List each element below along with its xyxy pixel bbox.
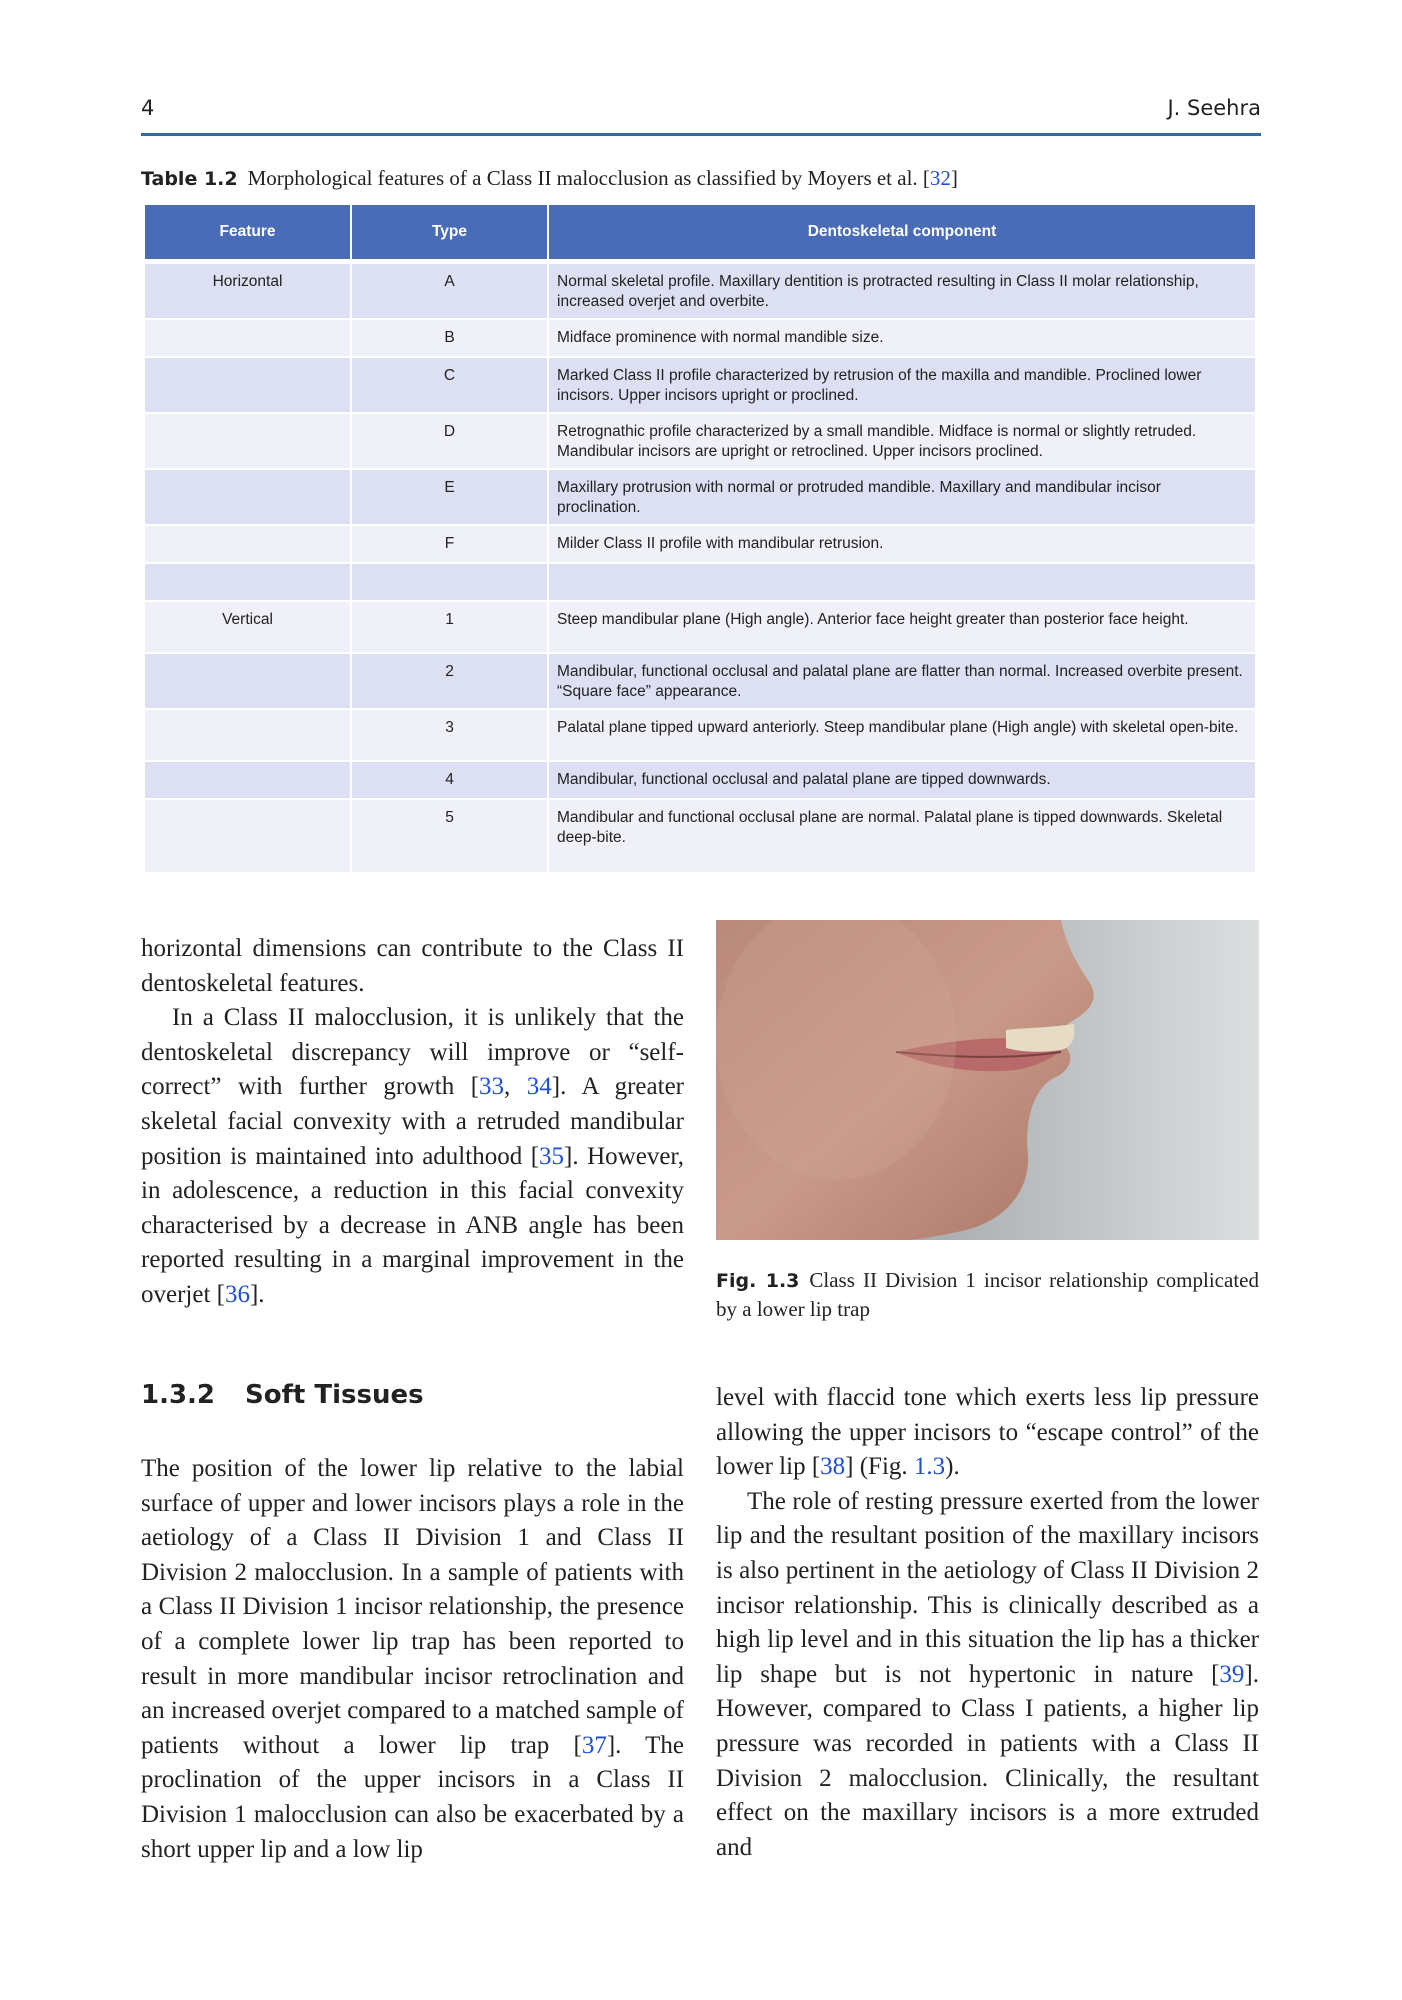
type-cell: C [352, 358, 549, 414]
paragraph: In a Class II malocclusion, it is unlikely that the dentoskeletal discrepancy will improve or “self-correct” with further growth [33, 34]. A greater skeletal facial convexity with a retruded mandibular position is maintained into adulthood [35]. However, in adolescence, a reduction in this facial convexity characterised by a decrease in ANB angle has been reported resulting in a marginal improvement in the overjet [36]. [141, 1004, 684, 1308]
table-header-cell: Type [352, 205, 549, 264]
citation-link[interactable]: 39 [1219, 1660, 1245, 1688]
table-row [145, 358, 1255, 414]
paragraph: The position of the lower lip relative to the labial surface of upper and lower incisors plays a role in the aetiology of a Class II Division 1 and Class II Division 2 malocclusion. In a sample of patients with a Class II Division 1 incisor relationship, the presence of a complete lower lip trap has been reported to result in more mandibular incisor retroclination and an increased overjet compared to a matched sample of patients without a lower lip trap [37]. The proclination of the upper incisors in a Class II Division 1 malocclusion can also be exacerbated by a short upper lip and a low lip [141, 1455, 684, 1863]
feature-cell [145, 526, 352, 564]
component-cell: Mandibular, functional occlusal and palatal plane are flatter than normal. Increased overbite present. “Square face” appearance. [549, 654, 1255, 710]
table-label: Table 1.2 [141, 168, 238, 190]
component-cell: Midface prominence with normal mandible size. [549, 320, 1255, 358]
citation-link[interactable]: 36 [224, 1280, 250, 1308]
figure-photo [716, 920, 1259, 1240]
feature-cell: Vertical [145, 602, 352, 654]
feature-cell [145, 470, 352, 526]
section-heading [141, 1380, 424, 1410]
type-cell: 4 [352, 762, 549, 800]
table-row [145, 470, 1255, 526]
feature-cell [145, 800, 352, 874]
table-row [145, 654, 1255, 710]
paragraph: The role of resting pressure exerted from the lower lip and the resultant position of the maxillary incisors is also pertinent in the aetiology of Class II Division 2 incisor relationship. This is clinically described as a high lip level and in this situation the lip has a thicker lip shape but is not hypertonic in nature [39]. However, compared to Class I patients, a higher lip pressure was recorded in patients with a Class II Division 2 malocclusion. Clinically, the resultant effect on the maxillary incisors is a more extruded and [716, 1487, 1259, 1861]
type-cell [352, 564, 549, 602]
citation-link[interactable]: 32 [929, 166, 951, 190]
table-row [145, 526, 1255, 564]
running-head [141, 96, 1261, 126]
paragraph: horizontal dimensions can contribute to the Class II dentoskeletal features. [141, 935, 684, 997]
table-header-row [145, 205, 1255, 264]
component-cell: Mandibular and functional occlusal plane are normal. Palatal plane is tipped downwards. Skeletal deep-bite. [549, 800, 1255, 874]
type-cell: 2 [352, 654, 549, 710]
body-text-top-left [141, 932, 684, 1313]
table-caption [141, 166, 1261, 191]
figure-label: Fig. 1.3 [716, 1270, 800, 1292]
figure-caption-text: Class II Division 1 incisor relationship complicated by a lower lip trap [716, 1268, 1259, 1321]
table-row [145, 762, 1255, 800]
component-cell: Marked Class II profile characterized by retrusion of the maxilla and mandible. Proclined lower incisors. Upper incisors upright or proclined. [549, 358, 1255, 414]
type-cell: A [352, 264, 549, 320]
header-rule [141, 133, 1261, 136]
feature-cell [145, 358, 352, 414]
table-header-cell: Feature [145, 205, 352, 264]
table-row [145, 800, 1255, 874]
citation-link[interactable]: 37 [581, 1731, 607, 1759]
feature-cell [145, 564, 352, 602]
table-caption-end: ] [950, 166, 958, 190]
body-text-bottom-right [716, 1381, 1259, 1865]
citation-link[interactable]: 34 [526, 1073, 552, 1101]
component-cell: Steep mandibular plane (High angle). Anterior face height greater than posterior face height. [549, 602, 1255, 654]
page-number: 4 [141, 96, 155, 120]
feature-cell [145, 414, 352, 470]
type-cell: B [352, 320, 549, 358]
type-cell: D [352, 414, 549, 470]
citation-link[interactable]: 38 [820, 1453, 846, 1481]
lip-profile-photo [716, 920, 1259, 1240]
feature-cell [145, 762, 352, 800]
section-title: Soft Tissues [245, 1380, 424, 1410]
paragraph: level with flaccid tone which exerts less lip pressure allowing the upper incisors to “escape control” of the lower lip [38] (Fig. 1.3). [716, 1384, 1259, 1481]
table-row [145, 564, 1255, 602]
figure-caption [716, 1266, 1259, 1323]
component-cell [549, 564, 1255, 602]
table-header-cell: Dentoskeletal component [549, 205, 1255, 264]
feature-cell: Horizontal [145, 264, 352, 320]
table-row [145, 710, 1255, 762]
citation-link[interactable]: 35 [539, 1142, 565, 1170]
table-caption-text: Morphological features of a Class II malocclusion as classified by Moyers et al. [ [247, 166, 930, 190]
component-cell: Retrognathic profile characterized by a small mandible. Midface is normal or slightly retruded. Mandibular incisors are upright or retroclined. Upper incisors proclined. [549, 414, 1255, 470]
type-cell: 1 [352, 602, 549, 654]
citation-link[interactable]: 33 [479, 1073, 505, 1101]
component-cell: Maxillary protrusion with normal or protruded mandible. Maxillary and mandibular incisor proclination. [549, 470, 1255, 526]
feature-cell [145, 320, 352, 358]
type-cell: E [352, 470, 549, 526]
morphology-table [145, 205, 1255, 874]
running-author: J. Seehra [1167, 96, 1261, 120]
feature-cell [145, 654, 352, 710]
table-row [145, 320, 1255, 358]
type-cell: F [352, 526, 549, 564]
type-cell: 5 [352, 800, 549, 874]
component-cell: Palatal plane tipped upward anteriorly. Steep mandibular plane (High angle) with skeletal open-bite. [549, 710, 1255, 762]
component-cell: Milder Class II profile with mandibular retrusion. [549, 526, 1255, 564]
component-cell: Mandibular, functional occlusal and palatal plane are tipped downwards. [549, 762, 1255, 800]
body-text-bottom-left [141, 1452, 684, 1867]
table-row [145, 414, 1255, 470]
type-cell: 3 [352, 710, 549, 762]
feature-cell [145, 710, 352, 762]
table-row [145, 264, 1255, 320]
table-row [145, 602, 1255, 654]
component-cell: Normal skeletal profile. Maxillary dentition is protracted resulting in Class II molar relationship, increased overjet and overbite. [549, 264, 1255, 320]
section-number: 1.3.2 [141, 1380, 216, 1410]
figure-link[interactable]: 1.3 [913, 1453, 946, 1481]
